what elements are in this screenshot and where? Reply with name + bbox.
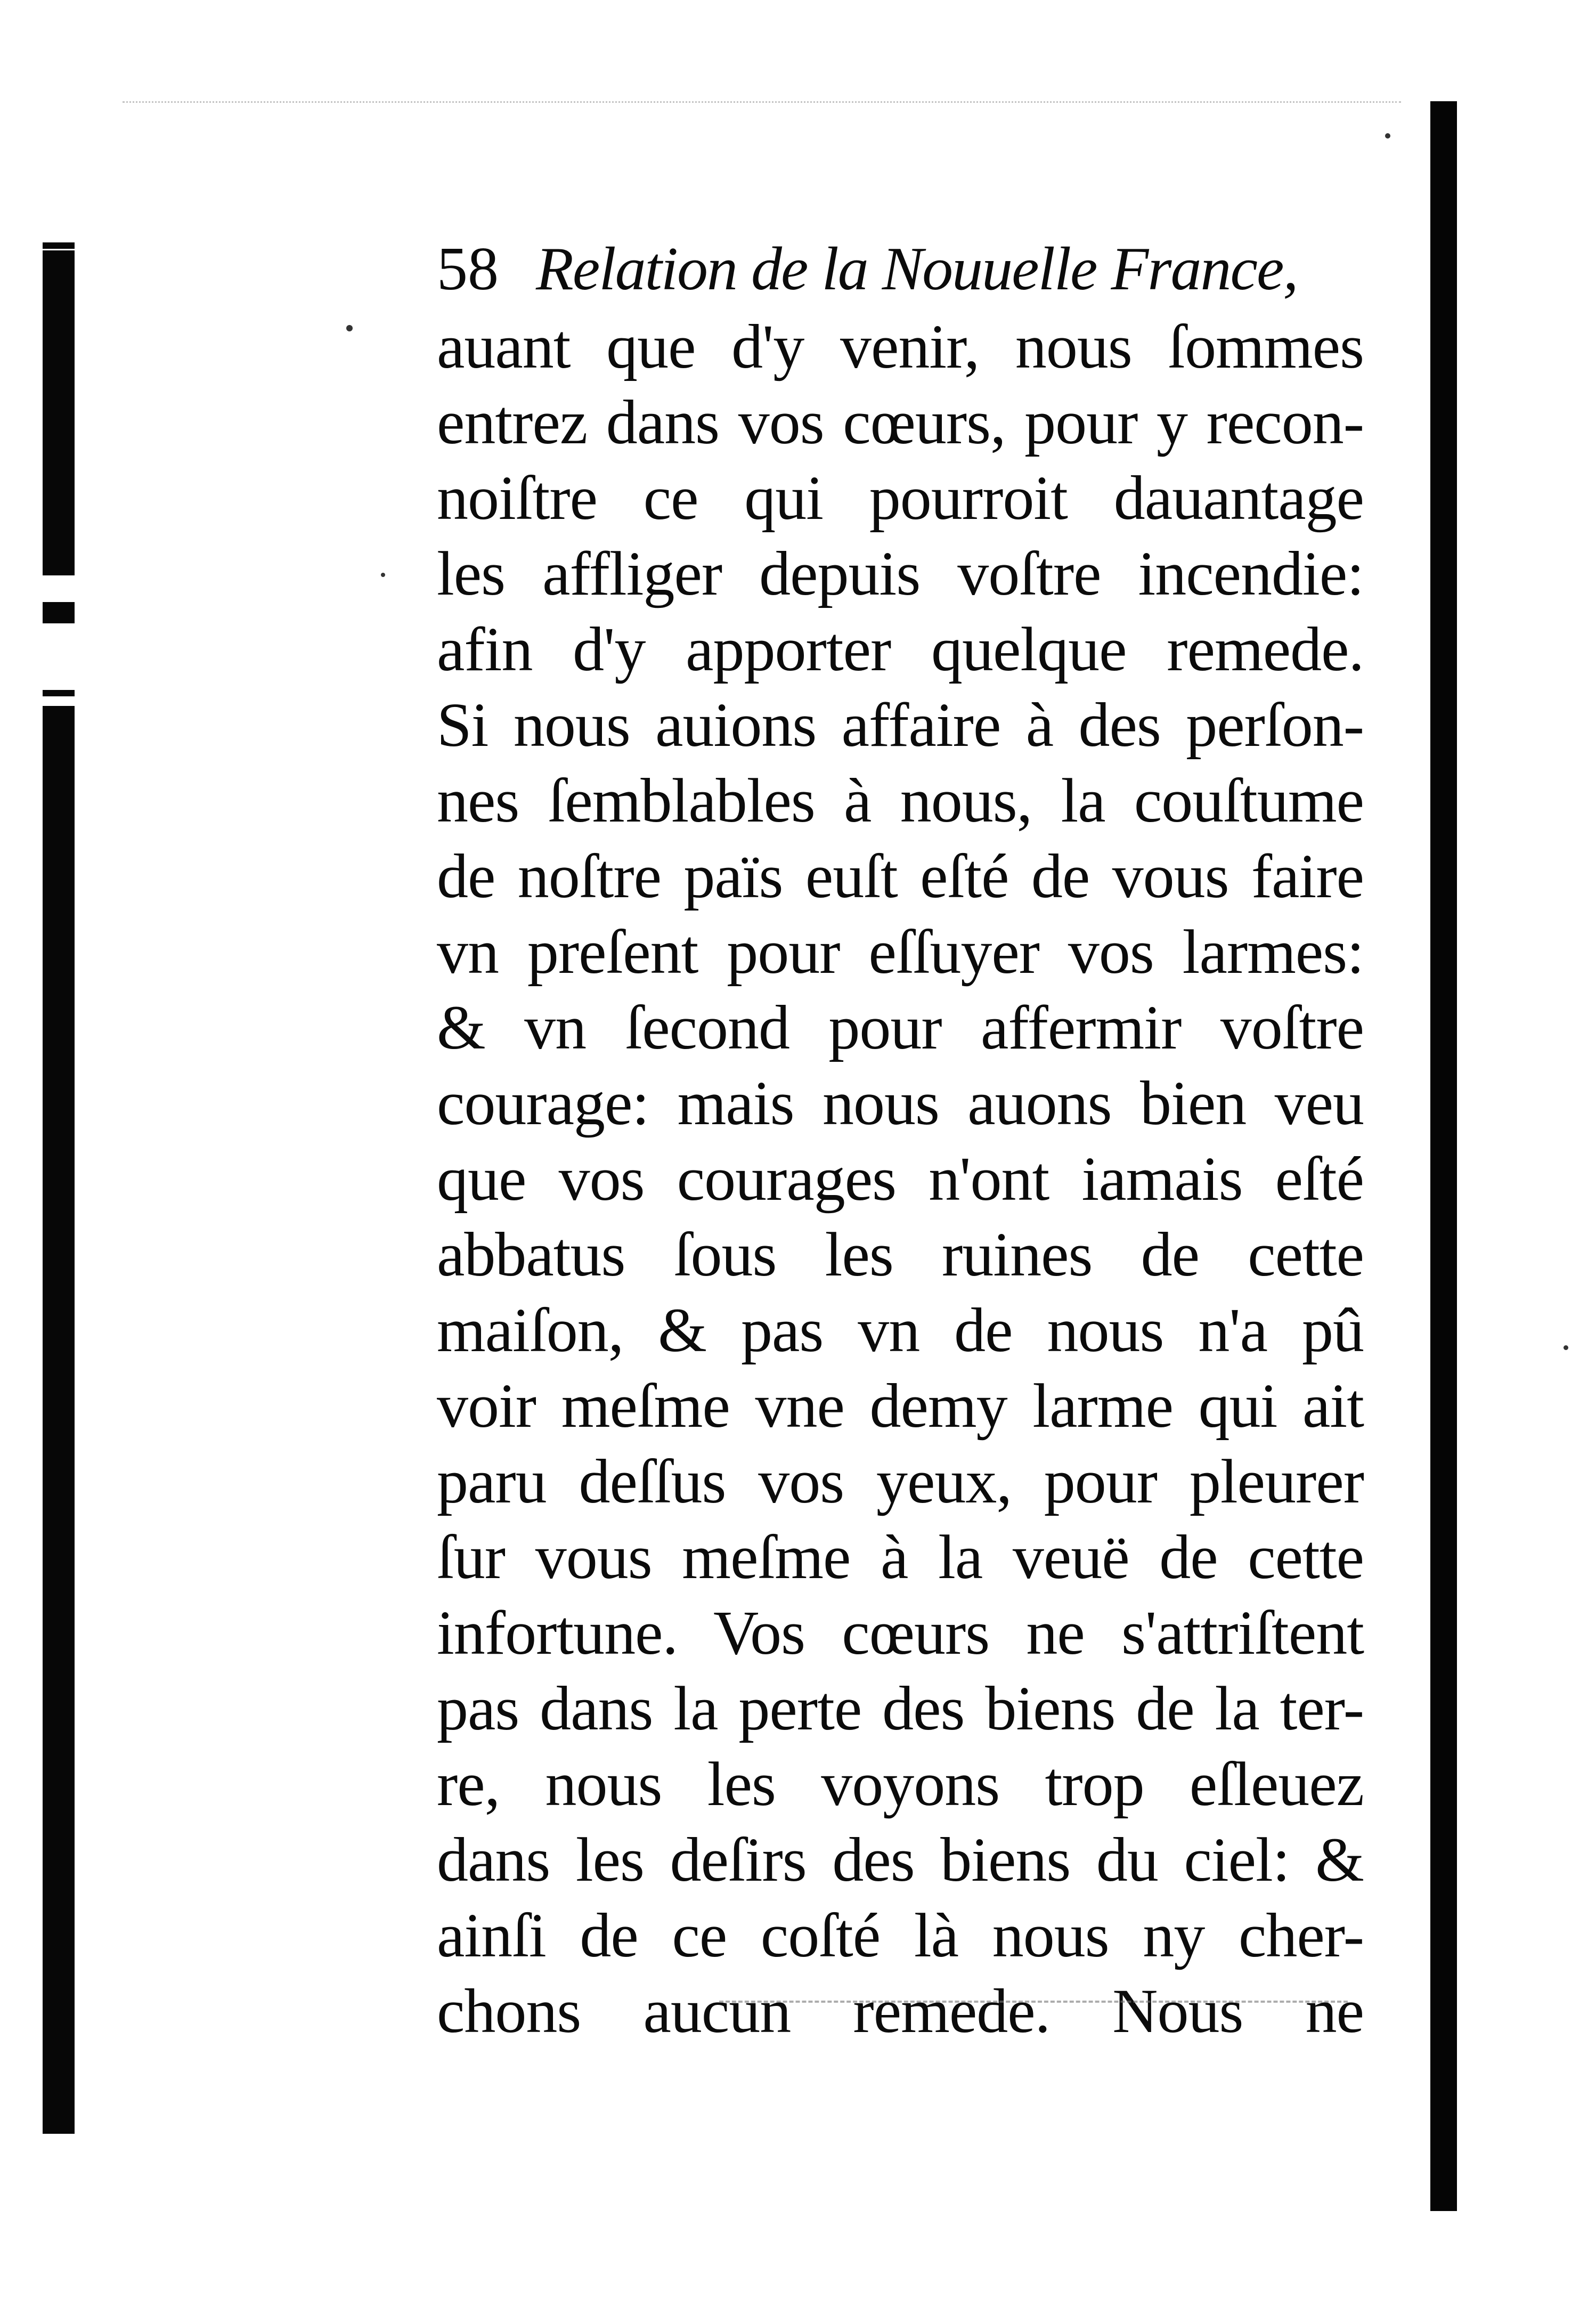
text-line: nes ſemblables à nous, la couſtume [437,766,1364,835]
text-line: Si nous auions affaire à des perſon- [437,690,1364,760]
dust-speck [346,325,353,331]
scan-edge-tick [43,242,75,249]
scan-edge-tick [43,690,75,696]
text-line: que vos courages n'ont iamais eſté [437,1144,1364,1214]
text-line: afin d'y apporter quelque remede. [437,614,1364,684]
text-line: maiſon, & pas vn de nous n'a pû [437,1295,1364,1365]
text-line: abbatus ſous les ruines de cette [437,1220,1364,1289]
text-line: ſur vous meſme à la veuë de cette [437,1522,1364,1592]
text-line: re, nous les voyons trop eſleuez [437,1749,1364,1819]
dust-speck [381,573,385,577]
text-line: de noſtre païs euſt eſté de vous faire [437,841,1364,911]
running-header [437,229,1364,309]
text-line: entrez dans vos cœurs, pour y recon- [437,387,1364,457]
scan-edge-right [1430,101,1457,2211]
scan-noise-top [123,101,1401,106]
scan-edge-left-mark [43,602,75,623]
text-line: auant que d'y venir, nous ſommes [437,312,1364,381]
dust-speck [1564,1345,1568,1350]
text-line: paru deſſus vos yeux, pour pleurer [437,1447,1364,1516]
text-line: les affliger depuis voſtre incendie: [437,539,1364,608]
text-line: pas dans la perte des biens de la ter- [437,1673,1364,1743]
scan-noise-bottom [719,2001,1348,2008]
text-line: infortune. Vos cœurs ne s'attriſtent [437,1598,1364,1668]
running-title: Relation de la Nouuelle France, [536,235,1298,303]
dust-speck [1385,133,1390,139]
text-line: ainſi de ce coſté là nous ny cher- [437,1900,1364,1970]
scan-edge-left-lower [43,706,75,2134]
text-line: chons aucun remede. Nous ne [437,1976,1364,2046]
text-line: noiſtre ce qui pourroit dauantage [437,463,1364,533]
text-line: courage: mais nous auons bien veu [437,1068,1364,1138]
text-line: vn preſent pour eſſuyer vos larmes: [437,917,1364,987]
scan-edge-left-upper [43,250,75,575]
text-block [437,229,1364,2049]
text-line: & vn ſecond pour affermir voſtre [437,993,1364,1062]
text-line: voir meſme vne demy larme qui ait [437,1371,1364,1441]
page-number: 58 [437,235,499,303]
text-line: dans les deſirs des biens du ciel: & [437,1825,1364,1895]
